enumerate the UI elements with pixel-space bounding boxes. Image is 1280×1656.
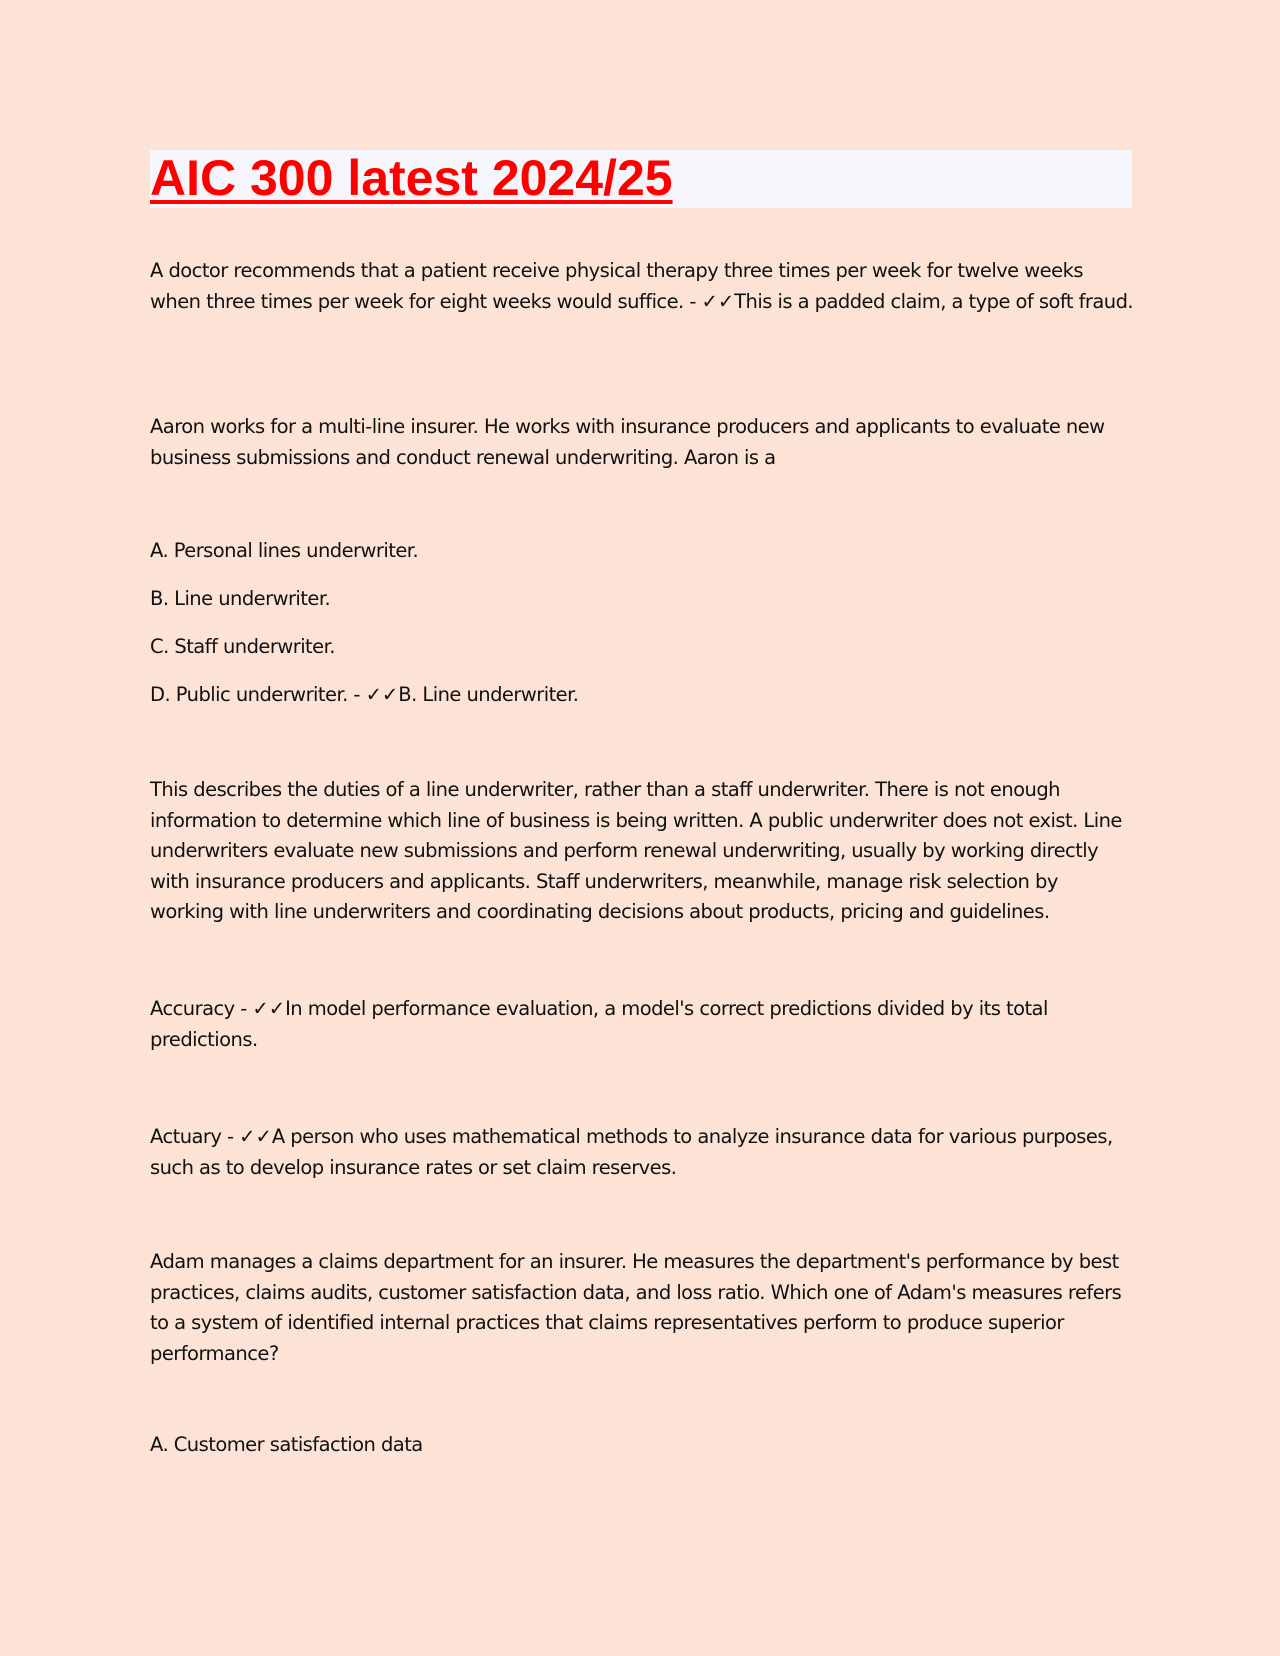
- answer-text: B. Line underwriter.: [398, 683, 579, 706]
- question-padded-claim: [150, 256, 1135, 317]
- option-d: [150, 680, 1135, 711]
- option-d-text: D. Public underwriter. -: [150, 683, 366, 706]
- option-b: B. Line underwriter.: [150, 587, 331, 610]
- check-icon: ✓✓: [252, 997, 286, 1020]
- term-text: Actuary -: [150, 1125, 240, 1148]
- check-icon: ✓✓: [701, 289, 735, 313]
- definition-text: In model performance evaluation, a model's correct predictions divided by its total predictions.: [150, 997, 1048, 1051]
- option-c: C. Staff underwriter.: [150, 635, 335, 658]
- term-actuary: [150, 1122, 1135, 1183]
- question-adam-claims: Adam manages a claims department for an insurer. He measures the department's performance by best practices, claims audits, customer satisfaction data, and loss ratio. Which one of Adam's measures refers to a system of identified internal practices that claims representatives perform to produce superior performance?: [150, 1250, 1122, 1365]
- term-accuracy: [150, 994, 1135, 1055]
- answer-text: This is a padded claim, a type of soft fraud.: [734, 289, 1134, 313]
- definition-text: A person who uses mathematical methods to analyze insurance data for various purposes, such as to develop insurance rates or set claim reserves.: [150, 1125, 1113, 1179]
- question-aaron-underwriter: Aaron works for a multi-line insurer. He works with insurance producers and applicants to evaluate new business submissions and conduct renewal underwriting. Aaron is a: [150, 415, 1105, 469]
- explanation-paragraph: This describes the duties of a line underwriter, rather than a staff underwriter. There is not enough information to determine which line of business is being written. A public underwriter does not exist. Line underwriters evaluate new submissions and perform renewal underwriting, usually by working directly with insurance producers and applicants. Staff underwriters, meanwhile, manage risk selection by working with line underwriters and coordinating decisions about products, pricing and guidelines.: [150, 778, 1122, 923]
- check-icon: ✓✓: [239, 1125, 272, 1148]
- option-a: A. Customer satisfaction data: [150, 1433, 423, 1456]
- term-text: Accuracy -: [150, 997, 253, 1020]
- check-icon: ✓✓: [365, 683, 399, 706]
- document-title: AIC 300 latest 2024/25: [150, 150, 673, 206]
- option-a: A. Personal lines underwriter.: [150, 539, 419, 562]
- question-text: A doctor recommends that a patient receive physical therapy three times per week for twelve weeks when three times per week for eight weeks would suffice. -: [150, 259, 1083, 313]
